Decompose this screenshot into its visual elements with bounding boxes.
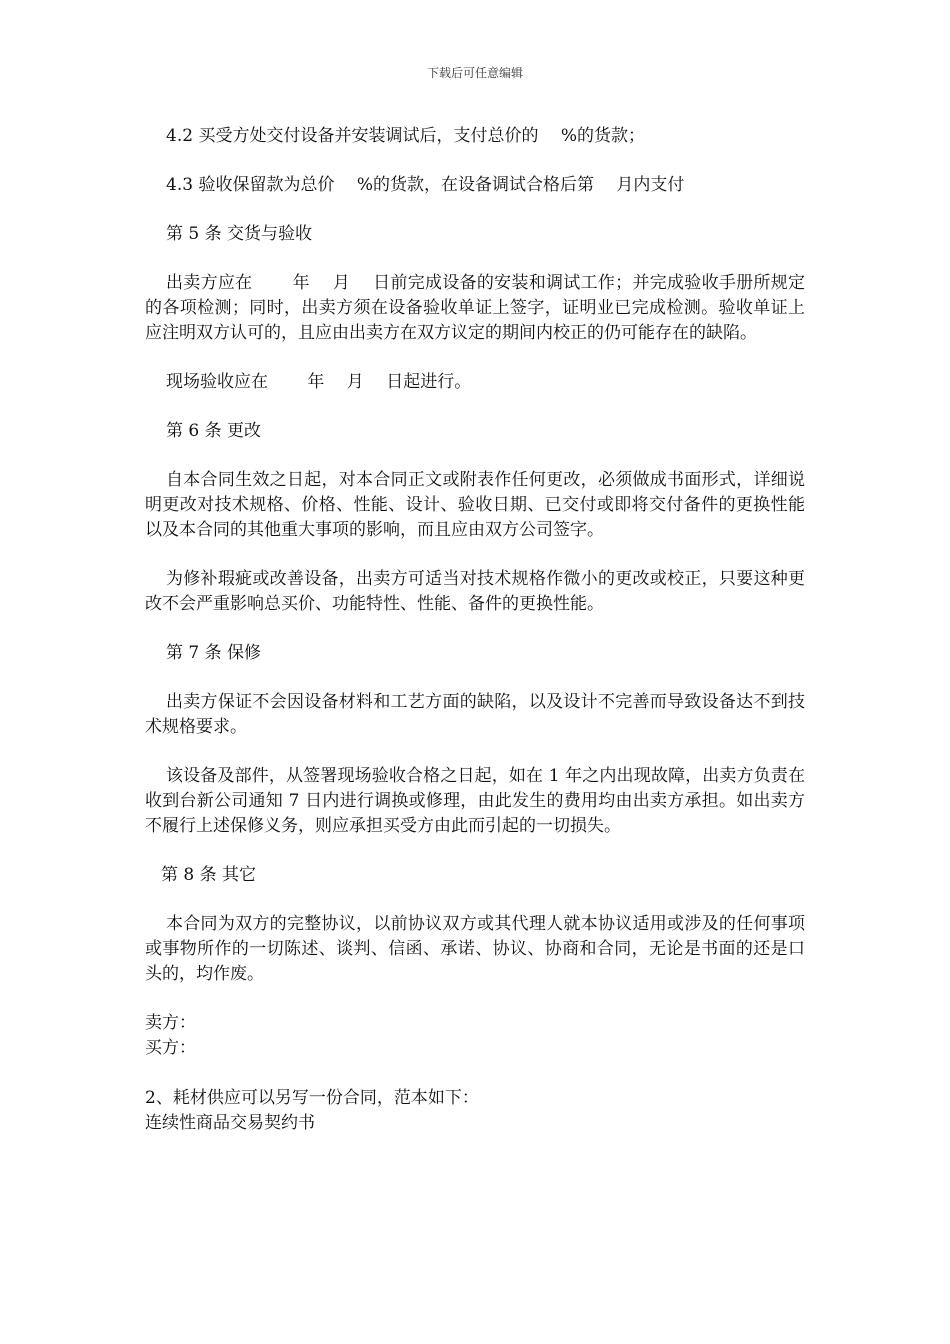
article-7-paragraph-1: 出卖方保证不会因设备材料和工艺方面的缺陷，以及设计不完善而导致设备达不到技术规格要求。 — [145, 692, 805, 737]
seller-signature-label: 卖方： — [145, 1013, 196, 1033]
page-header-note: 下载后可任意编辑 — [426, 66, 523, 80]
article-8-paragraph-1: 本合同为双方的完整协议，以前协议双方或其代理人就本协议适用或涉及的任何事项或事物所作的一切陈述、谈判、信函、承诺、协议、协商和合同，无论是书面的还是口头的，均作废。 — [145, 914, 805, 984]
article-6-heading: 第 6 条 更改 — [166, 421, 262, 441]
article-5-paragraph-1: 出卖方应在 年 月 日前完成设备的安装和调试工作；并完成验收手册所规定的各项检测；同时，出卖方须在设备验收单证上签字，证明业已完成检测。验收单证上应注明双方认可的，且应由出卖方在双方议定的期间内校正的仍可能存在的缺陷。 — [145, 273, 805, 343]
spacer — [145, 1061, 805, 1086]
article-5-paragraph-2: 现场验收应在 年 月 日起进行。 — [166, 372, 472, 392]
article-6-paragraph-1: 自本合同生效之日起，对本合同正文或附表作任何更改，必须做成书面形式，详细说明更改对技术规格、价格、性能、设计、验收日期、已交付或即将交付备件的更换性能以及本合同的其他重大事项的影响，而且应由双方公司签字。 — [145, 470, 805, 540]
article-8-heading: 第 8 条 其它 — [161, 865, 257, 885]
contract-title: 连续性商品交易契约书 — [145, 1113, 315, 1133]
article-7-heading: 第 7 条 保修 — [166, 643, 262, 663]
clause-4-2: 4.2 买受方处交付设备并安装调试后，支付总价的 %的货款； — [166, 126, 645, 146]
buyer-signature-label: 买方： — [145, 1038, 196, 1058]
article-6-paragraph-2: 为修补瑕疵或改善设备，出卖方可适当对技术规格作微小的更改或校正，只要这种更改不会严重影响总买价、功能特性、性能、备件的更换性能。 — [145, 569, 805, 614]
clause-4-3: 4.3 验收保留款为总价 %的货款，在设备调试合格后第 月内支付 — [166, 175, 685, 195]
article-7-paragraph-2: 该设备及部件，从签署现场验收合格之日起，如在 1 年之内出现故障，出卖方负责在收到台新公司通知 7 日内进行调换或修理，由此发生的费用均由出卖方承担。如出卖方不履行上述保修义务，则应承担买受方由此而引起的一切损失。 — [145, 766, 805, 836]
article-5-heading: 第 5 条 交货与验收 — [166, 224, 313, 244]
contract-body — [145, 124, 805, 1136]
supply-note: 2、耗材供应可以另写一份合同，范本如下： — [145, 1088, 479, 1108]
